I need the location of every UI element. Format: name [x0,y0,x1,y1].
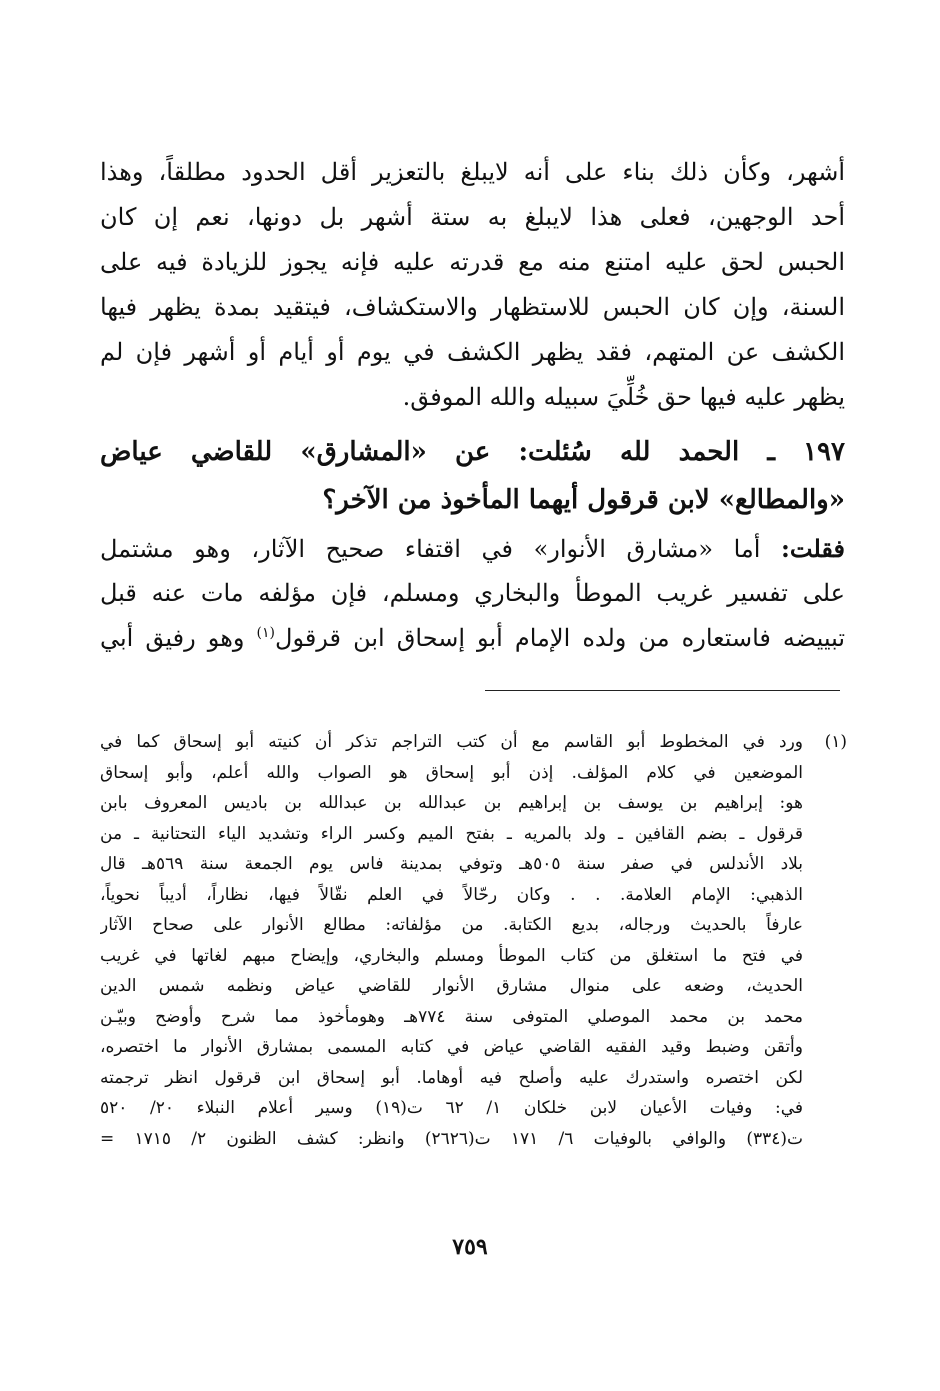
footnote-line: لكن اختصره واستدرك عليه وأصلح فيه أوهاما. أبو إسحاق ابن قرقول انظر ترجمته [100,1067,803,1088]
footnote-line: الحديث، وضعه على منوال مشارق الأنوار للقاضي عياض ونظمه شمس الدين [100,976,803,996]
main-text-line: يظهر عليه فيها حق خُلِّيَ سبيله والله الموفق. [402,383,845,411]
footnote-line: في فتح ما استغلق من كتاب الموطأ ومسلم والبخاري، وإيضاح مبهم لغاتها في غريب [100,945,803,966]
footnote-line: في: وفيات الأعيان لابن خلكان ١/ ٦٢ ت(١٩) وسير أعلام النبلاء ٢٠/ ٥٢٠ [100,1098,803,1118]
footnote-line: محمد بن محمد الموصلي المتوفى سنة ٧٧٤هـ وهومأخوذ مما شرح وأوضح وبيّـن [100,1006,803,1027]
answer-line [100,526,845,571]
answer-label: فقلت: [781,534,845,563]
answer-line [100,616,845,661]
footnote-separator [485,690,840,691]
footnote-reference[interactable]: (١) [256,625,275,641]
answer-line-text: أما «مشارق الأنوار» في اقتفاء صحيح الآثار، وهو مشتمل [100,535,782,563]
footnote-line: الذهبي: الإمام العلامة. . . وكان رحّالاً في العلم نقّالاً فيها، نظاراً، أديباً نحوياً، [100,884,803,905]
page-number: ٧٥٩ [452,1234,488,1260]
footnote-marker: (١) [824,732,847,752]
footnote-text [100,727,803,1154]
main-text-line: الحبس لحق عليه امتنع منه مع قدرته عليه فإنه يجوز للزيادة فيه على [100,248,845,276]
answer-line: على تفسير غريب الموطأ والبخاري ومسلم، فإن مؤلفه مات عنه قبل [100,579,845,607]
question-heading [100,428,845,524]
footnote-line: عارفاً بالحديث ورجاله، بديع الكتابة. من مؤلفاته: مطالع الأنوار على صحاح الآثار [100,915,803,935]
answer-line-text: وهو رفيق أبي [100,624,257,652]
answer-line-text: تبييضه فاستعاره من ولده الإمام أبو إسحاق ابن قرقول [275,624,845,652]
footnote-line: بلاد الأندلس في صفر سنة ٥٠٥هـ وتوفي بمدينة فاس يوم الجمعة سنة ٥٦٩هـ قال [100,854,803,874]
footnote-line: ورد في المخطوط أبو القاسم مع أن كتب التراجم تذكر أن كنيته أبو إسحاق كما في [100,732,803,752]
main-text-line: أحد الوجهين، فعلى هذا لايبلغ به ستة أشهر بل دونها، نعم إن كان [100,203,845,231]
footnote-section [100,727,845,1154]
footnote-line: وأتقن وضبط وقيد الفقيه القاضي عياض في كتابه المسمى بمشارق الأنوار ما اختصره، [100,1037,803,1057]
main-text-line: السنة، وإن كان الحبس للاستظهار والاستكشاف، فيتقيد بمدة يظهر فيها [100,293,845,321]
footnote-line: هو: إبراهيم بن يوسف بن إبراهيم بن عبدالله بن عبدالله بن باديس المعروف بابن [100,793,803,813]
heading-line: «والمطالع» لابن قرقول أيهما المأخوذ من الآخر؟ [322,485,845,515]
main-text-line: الكشف عن المتهم، فقد يظهر الكشف في يوم أو أيام أو أشهر فإن لم [100,338,845,366]
heading-line: ١٩٧ ـ الحمد لله سُئلت: عن «المشارق» للقاضي عياض [100,437,845,467]
footnote-line: قرقول ـ بضم القافين ـ ولد بالمريه ـ بفتح الميم وكسر الراء وتشديد الياء التحتانية ـ من [100,823,803,844]
main-text-line: أشهر، وكأن ذلك بناء على أنه لايبلغ بالتعزير أقل الحدود مطلقاً، وهذا [100,158,845,186]
footnote-line: الموضعين في كلام المؤلف. إذن أبو إسحاق هو الصواب والله أعلم، وأبو إسحاق [100,762,803,783]
footnote-line: ت(٣٣٤) والوافي بالوفيات ٦/ ١٧١ ت(٢٦٢٦) وانظر: كشف الظنون ٢/ ١٧١٥ = [100,1128,803,1149]
answer-paragraph [100,526,845,661]
main-text [100,150,845,661]
